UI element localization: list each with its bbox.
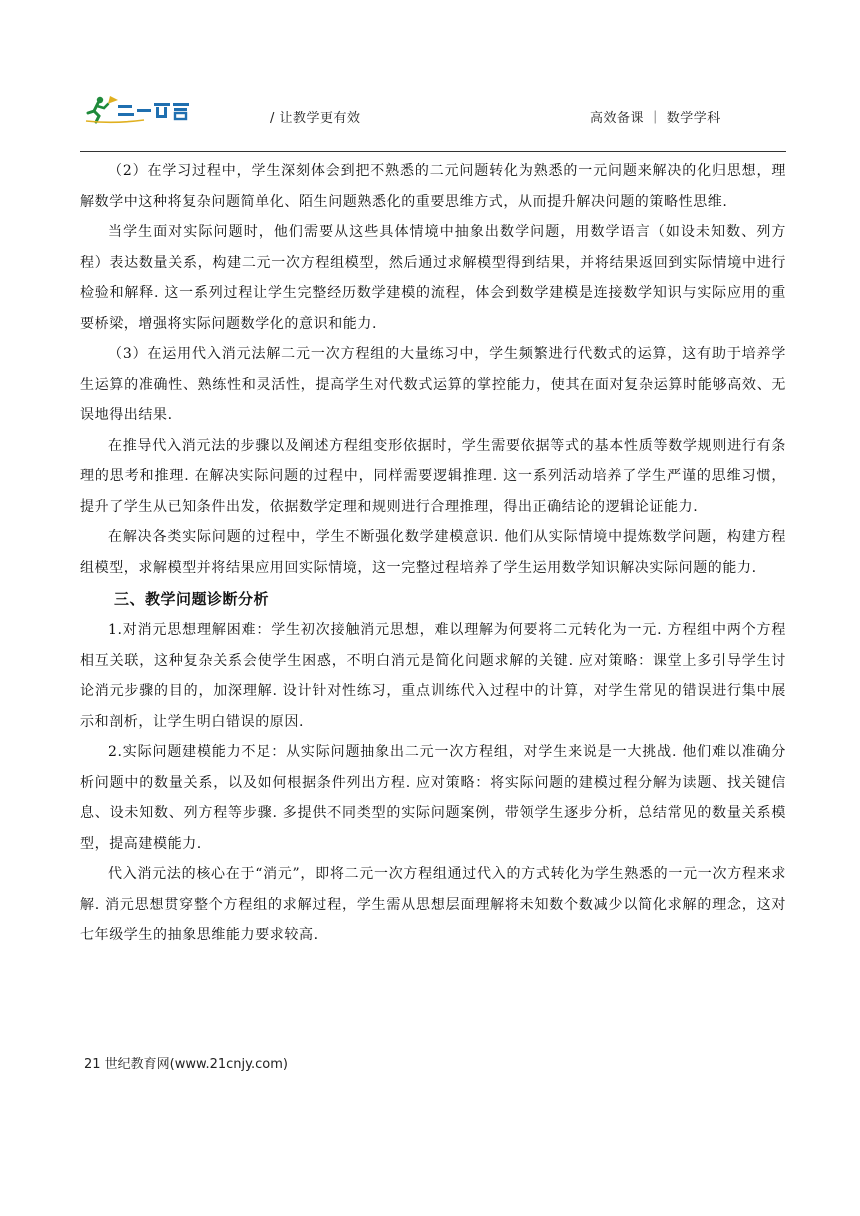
paragraph-reasoning: 在推导代入消元法的步骤以及阐述方程组变形依据时，学生需要依据等式的基本性质等数学规则进行有条理的思考和推理. 在解决实际问题的过程中，同样需要逻辑推理. 这一系列活动培养了学生严谨的思维习惯，提升了学生从已知条件出发，依据数学定理和规则进行合理推理，得出正确结论的逻辑论证能力. bbox=[80, 437, 786, 515]
header-divider bbox=[80, 151, 786, 152]
paragraph-difficulty-2: 2.实际问题建模能力不足：从实际问题抽象出二元一次方程组，对学生来说是一大挑战. 他们难以准确分析问题中的数量关系，以及如何根据条件列出方程. 应对策略：将实际问题的建模过程分解为读题、找关键信息、设未知数、列方程等步骤. 多提供不同类型的实际问题案例，带领学生逐步分析，总结常见的数量关系模型，提高建模能力. bbox=[80, 744, 786, 852]
paragraph-application: 在解决各类实际问题的过程中，学生不断强化数学建模意识. 他们从实际情境中提炼数学问题，构建方程组模型，求解模型并将结果应用回实际情境，这一完整过程培养了学生运用数学知识解决实际问题的能力. bbox=[80, 529, 786, 576]
runner-with-flag-logo bbox=[84, 94, 192, 124]
paragraph-core-idea: 代入消元法的核心在于“消元”，即将二元一次方程组通过代入的方式转化为学生熟悉的一元一次方程来求解. 消元思想贯穿整个方程组的求解过程，学生需从思想层面理解将未知数个数减少以简化求解的理念，这对七年级学生的抽象思维能力要求较高. bbox=[80, 866, 786, 943]
header-slogan: / 让教学更有效 bbox=[270, 111, 361, 126]
document-body bbox=[80, 156, 786, 951]
paragraph-modeling: 当学生面对实际问题时，他们需要从这些具体情境中抽象出数学问题，用数学语言（如设未知数、列方程）表达数量关系，构建二元一次方程组模型，然后通过求解模型得到结果，并将结果返回到实际情境中进行检验和解释. 这一系列过程让学生完整经历数学建模的流程，体会到数学建模是连接数学知识与实际应用的重要桥梁，增强将实际问题数学化的意识和能力. bbox=[80, 224, 786, 332]
paragraph-goal-3: （3）在运用代入消元法解二元一次方程组的大量练习中，学生频繁进行代数式的运算，这有助于培养学生运算的准确性、熟练性和灵活性，提高学生对代数式运算的掌控能力，使其在面对复杂运算时能够高效、无误地得出结果. bbox=[80, 346, 786, 423]
paragraph-difficulty-1: 1.对消元思想理解困难：学生初次接触消元思想，难以理解为何要将二元转化为一元. 方程组中两个方程相互关联，这种复杂关系会使学生困惑，不明白消元是简化问题求解的关键. 应对策略：课堂上多引导学生讨论消元步骤的目的，加深理解. 设计针对性练习，重点训练代入过程中的计算，对学生常见的错误进行集中展示和剖析，让学生明白错误的原因. bbox=[80, 622, 786, 730]
page-footer-source: 21 世纪教育网(www.21cnjy.com) bbox=[84, 1057, 288, 1072]
section-heading-diagnosis: 三、教学问题诊断分析 bbox=[114, 590, 270, 608]
paragraph-goal-2: （2）在学习过程中，学生深刻体会到把不熟悉的二元问题转化为熟悉的一元问题来解决的化归思想，理解数学中这种将复杂问题简单化、陌生问题熟悉化的重要思维方式，从而提升解决问题的策略性思维. bbox=[80, 163, 786, 210]
page-header bbox=[0, 0, 860, 152]
header-subject: 高效备课 ｜ 数学学科 bbox=[590, 111, 721, 126]
